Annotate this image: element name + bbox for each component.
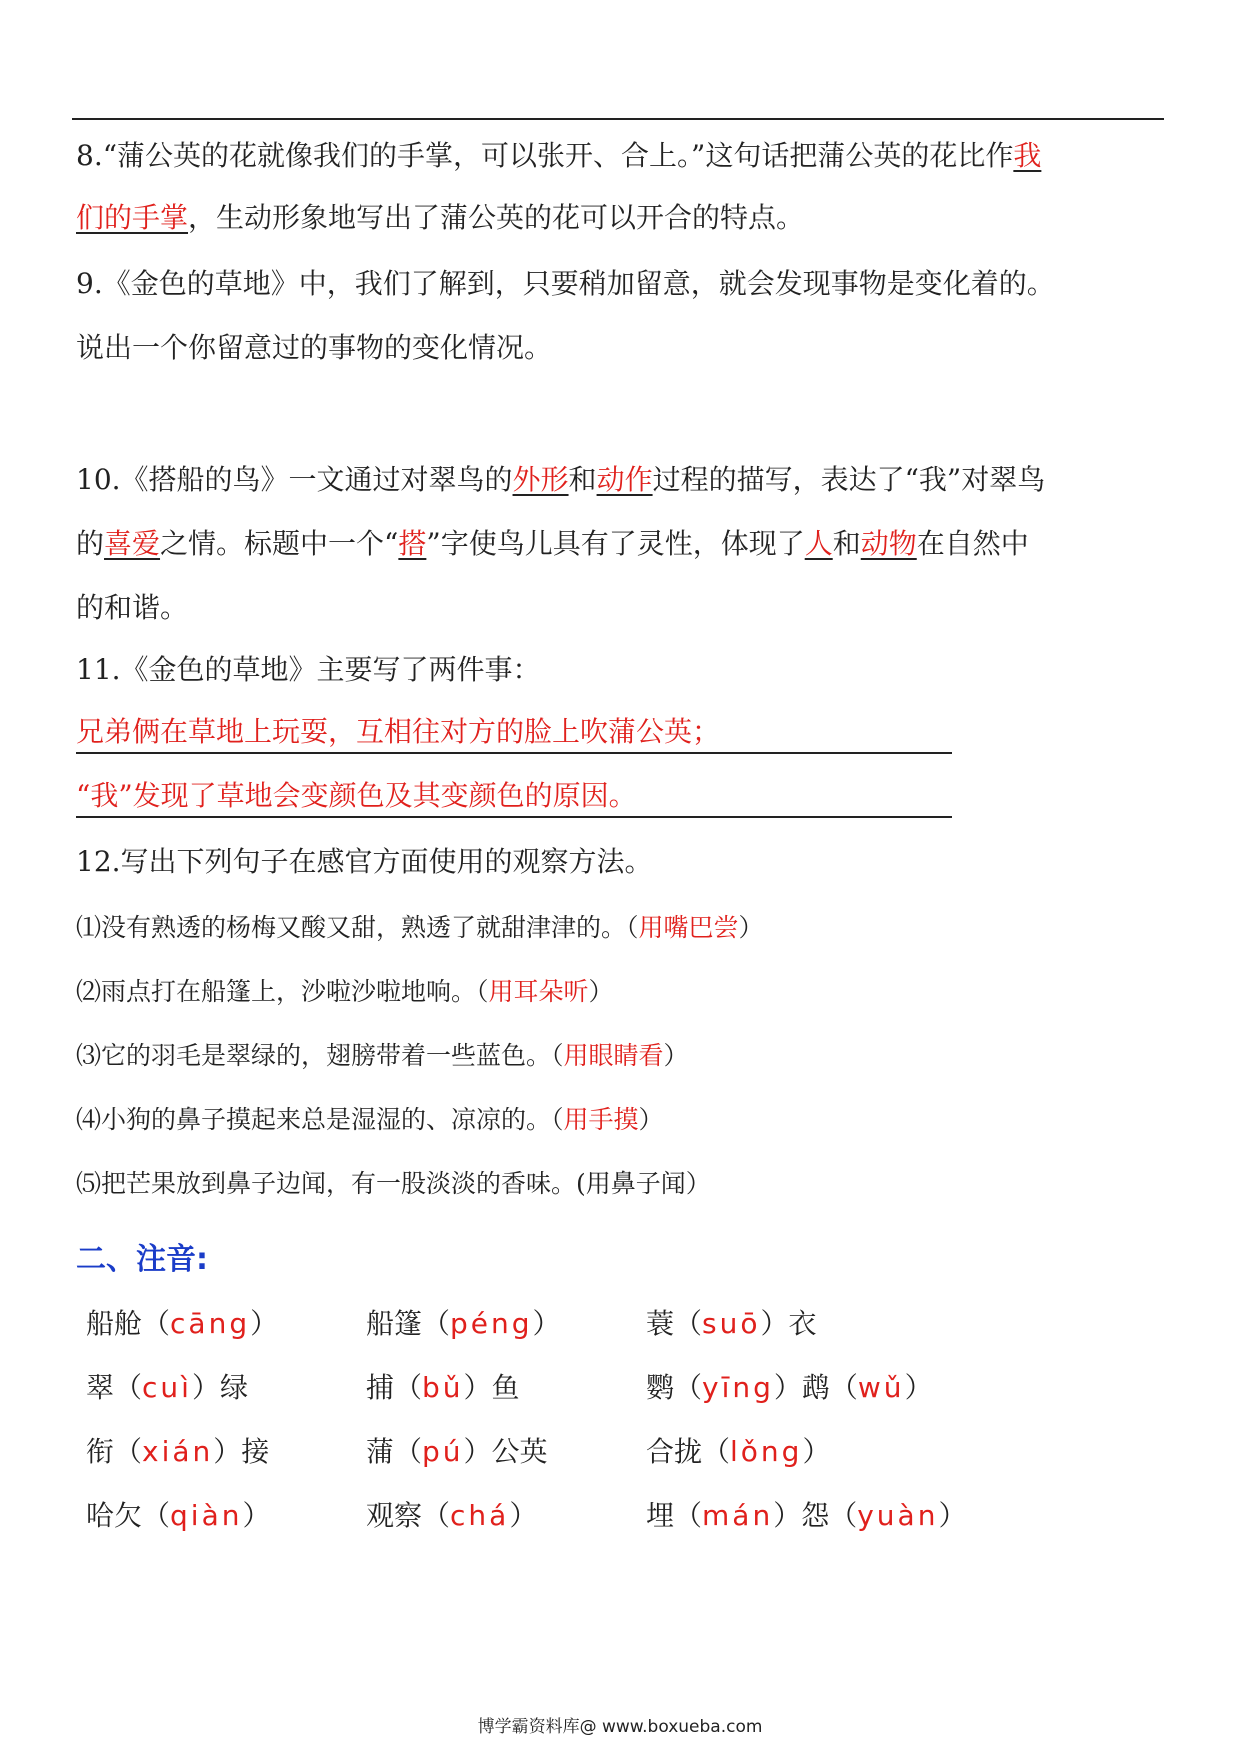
q12-item-text: ⑴没有熟透的杨梅又酸又甜，熟透了就甜津津的。	[76, 913, 627, 942]
q11-title: 11.《金色的草地》主要写了两件事：	[76, 653, 541, 686]
section-heading-pinyin: 二、注音:	[76, 1242, 208, 1277]
paren-open: （	[626, 913, 639, 942]
q10-text: 在自然中	[916, 527, 1029, 560]
pinyin-item	[366, 1496, 537, 1536]
pinyin-item	[86, 1496, 271, 1536]
pinyin: cuì	[142, 1371, 192, 1404]
pinyin-item	[366, 1432, 548, 1472]
paren-open: （	[476, 977, 489, 1006]
q10-answer-ride: 搭	[398, 527, 427, 560]
pinyin: mán	[702, 1499, 774, 1532]
pinyin-item	[646, 1496, 966, 1536]
hanzi: ）	[904, 1371, 933, 1404]
q12-item-answer: 用耳朵听	[488, 977, 589, 1006]
hanzi: ）	[242, 1499, 271, 1532]
paren-open: （	[551, 1105, 564, 1134]
q8-line1	[76, 136, 1041, 176]
q12-item-text: ⑶它的羽毛是翠绿的，翅膀带着一些蓝色。	[76, 1041, 552, 1070]
q8-answer-part1: 我	[1013, 139, 1042, 172]
q10-text: ”字使鸟儿具有了灵性，体现了	[426, 527, 805, 560]
q8-text-end: ，生动形象地写出了蒲公英的花可以开合的特点。	[188, 201, 805, 234]
hanzi: 翠（	[86, 1371, 143, 1404]
q10-text: 10.《搭船的鸟》一文通过对翠鸟的	[76, 463, 513, 496]
q12-item-text: ⑵雨点打在船篷上，沙啦沙啦地响。	[76, 977, 477, 1006]
q10-text: 的	[76, 527, 105, 560]
pinyin: qiàn	[170, 1499, 243, 1532]
q8-answer-part2: 们的手掌	[76, 201, 189, 234]
top-divider	[72, 118, 1164, 120]
q10-answer-action: 动作	[596, 463, 653, 496]
pinyin-item	[646, 1432, 830, 1472]
hanzi: ）	[938, 1499, 967, 1532]
q10-text: 和	[832, 527, 861, 560]
hanzi: 蒲（	[366, 1435, 423, 1468]
q12-title: 12.写出下列句子在感官方面使用的观察方法。	[76, 845, 653, 878]
paren-close: ）	[588, 977, 614, 1006]
hanzi: ）鹉（	[773, 1371, 858, 1404]
hanzi: 衔（	[86, 1435, 143, 1468]
q12-item-text: ⑸把芒果放到鼻子边闻，有一股淡淡的香味。(用鼻子闻）	[76, 1169, 711, 1198]
q12-item-5	[76, 1164, 711, 1204]
q10-line1	[76, 460, 1045, 500]
q12-item-2	[76, 972, 614, 1012]
q10-text: 过程的描写，表达了“我”对翠鸟	[652, 463, 1046, 496]
hanzi: 埋（	[646, 1499, 703, 1532]
hanzi: ）	[802, 1435, 831, 1468]
q10-answer-love: 喜爱	[104, 527, 161, 560]
q8-text: 8.“蒲公英的花就像我们的手掌，可以张开、合上。”这句话把蒲公英的花比作	[76, 139, 1014, 172]
q11-answer-line1	[76, 712, 952, 754]
pinyin-item	[366, 1368, 520, 1408]
q10-answer-animals: 动物	[860, 527, 917, 560]
pinyin-item	[646, 1304, 817, 1344]
q10-answer-appearance: 外形	[512, 463, 569, 496]
q8-line2	[76, 198, 804, 238]
footer-watermark: 博学霸资料库@ www.boxueba.com	[477, 1717, 763, 1737]
hanzi: 哈欠（	[86, 1499, 171, 1532]
hanzi: ）	[250, 1307, 279, 1340]
hanzi: ）	[532, 1307, 561, 1340]
hanzi: ）接	[213, 1435, 270, 1468]
paren-close: ）	[638, 1105, 664, 1134]
pinyin: wǔ	[857, 1371, 905, 1404]
q12-item-4	[76, 1100, 664, 1140]
paren-open: （	[551, 1041, 564, 1070]
q11-answer1: 兄弟俩在草地上玩耍，互相往对方的脸上吹蒲公英；	[76, 715, 721, 748]
hanzi: ）鱼	[463, 1371, 520, 1404]
pinyin-item	[86, 1304, 278, 1344]
paren-close: ）	[663, 1041, 689, 1070]
hanzi: 船舱（	[86, 1307, 171, 1340]
hanzi: 船篷（	[366, 1307, 451, 1340]
q12-item-answer: 用嘴巴尝	[638, 913, 739, 942]
pinyin: chá	[450, 1499, 510, 1532]
q11-answer-line2	[76, 776, 952, 818]
q10-text: 和	[568, 463, 597, 496]
hanzi: ）绿	[191, 1371, 248, 1404]
pinyin-item	[86, 1432, 269, 1472]
q12-item-answer: 用眼睛看	[563, 1041, 664, 1070]
hanzi: ）公英	[463, 1435, 548, 1468]
q9-line2: 说出一个你留意过的事物的变化情况。	[76, 331, 553, 364]
q12-item-3	[76, 1036, 689, 1076]
paren-close: ）	[738, 913, 764, 942]
pinyin: yīng	[702, 1371, 774, 1404]
pinyin: yuàn	[857, 1499, 939, 1532]
hanzi: ）衣	[760, 1307, 817, 1340]
q10-line3: 的和谐。	[76, 591, 189, 624]
q10-line2	[76, 524, 1029, 564]
pinyin: xián	[142, 1435, 214, 1468]
q10-text: 之情。标题中一个“	[160, 527, 399, 560]
q12-item-1	[76, 908, 764, 948]
pinyin-item	[646, 1368, 933, 1408]
hanzi: 合拢（	[646, 1435, 731, 1468]
pinyin: pú	[422, 1435, 464, 1468]
pinyin: péng	[450, 1307, 533, 1340]
q11-answer2: “我”发现了草地会变颜色及其变颜色的原因。	[76, 779, 637, 812]
hanzi: 观察（	[366, 1499, 451, 1532]
q10-answer-people: 人	[804, 527, 833, 560]
hanzi: 捕（	[366, 1371, 423, 1404]
hanzi: 蓑（	[646, 1307, 703, 1340]
pinyin: lǒng	[730, 1435, 803, 1468]
pinyin-item	[366, 1304, 561, 1344]
hanzi: ）	[509, 1499, 538, 1532]
hanzi: ）怨（	[773, 1499, 858, 1532]
q12-item-answer: 用手摸	[563, 1105, 639, 1134]
q12-item-text: ⑷小狗的鼻子摸起来总是湿湿的、凉凉的。	[76, 1105, 552, 1134]
pinyin: bǔ	[422, 1371, 464, 1404]
pinyin: suō	[702, 1307, 761, 1340]
pinyin: cāng	[170, 1307, 251, 1340]
hanzi: 鹦（	[646, 1371, 703, 1404]
pinyin-item	[86, 1368, 248, 1408]
q9-line1: 9.《金色的草地》中，我们了解到，只要稍加留意，就会发现事物是变化着的。	[76, 267, 1055, 300]
